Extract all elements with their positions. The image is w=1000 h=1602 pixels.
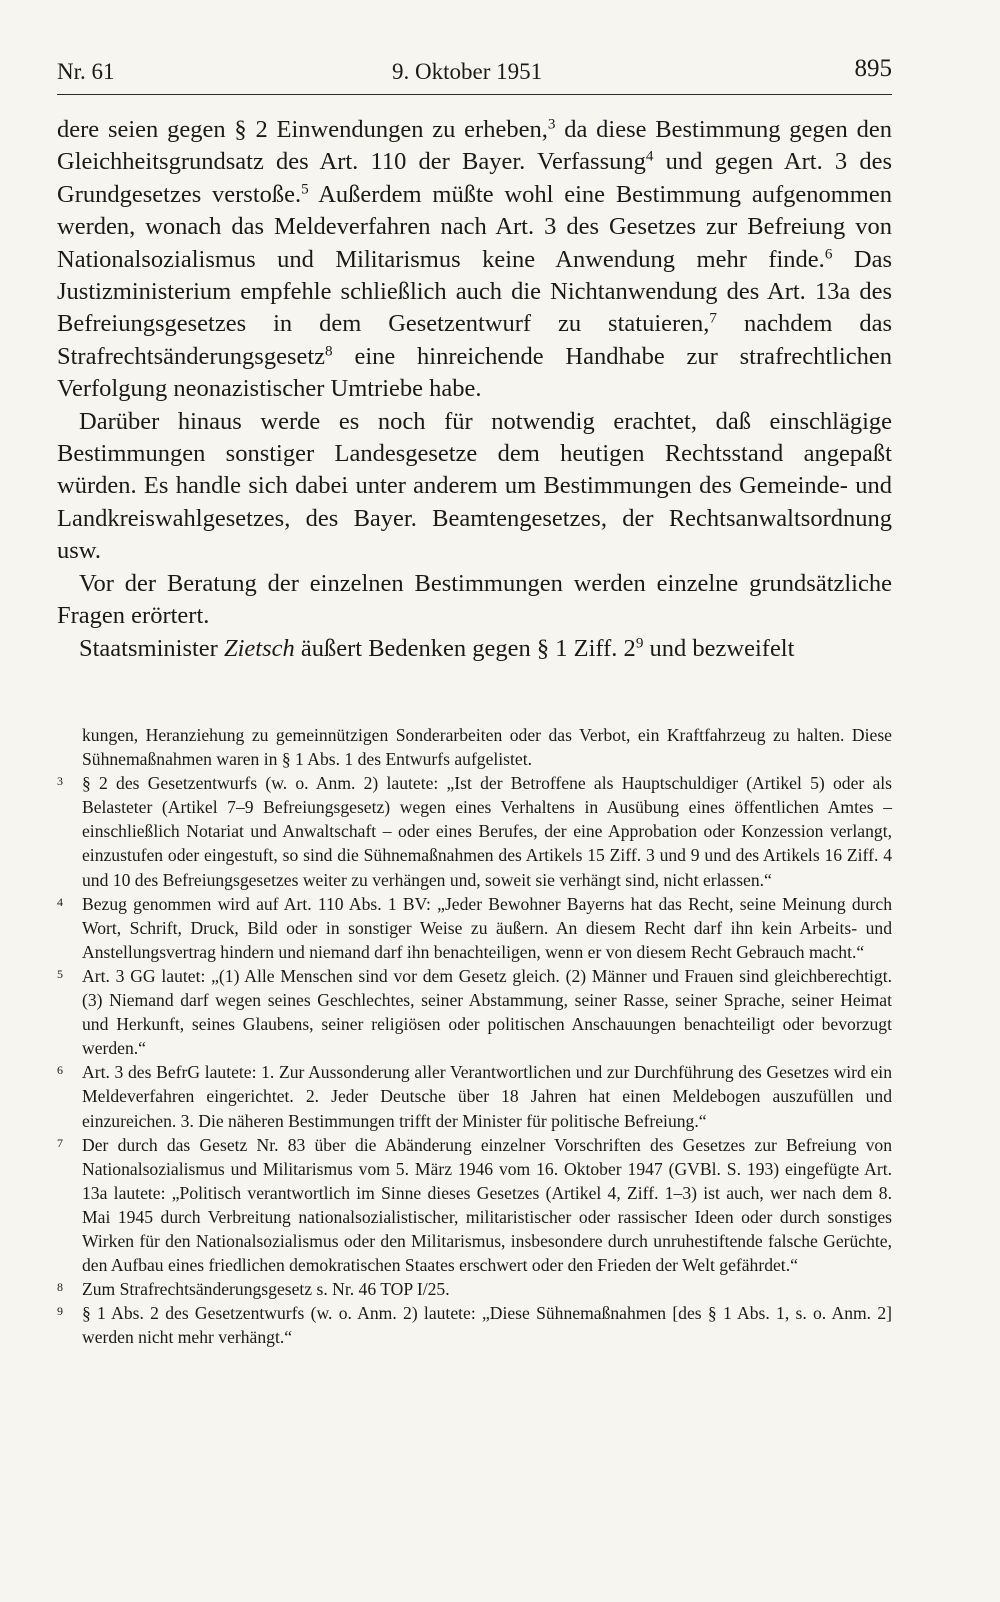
paragraph-3: Vor der Beratung der einzelnen Bestimmungen werden einzelne grundsätzliche Fragen erörtert. [57,569,892,630]
footnote [57,1133,892,1278]
footnote-text: Zum Strafrechtsänderungsgesetz s. Nr. 46 TOP I/25. [82,1279,450,1300]
footnote-continuation: kungen, Heranziehung zu gemeinnützigen Sonderarbeiten oder das Verbot, ein Kraftfahrzeug zu halten. Diese Sühnemaßnahmen waren in § 1 Abs. 1 des Entwurfs aufgelistet. [82,725,892,770]
footnote [57,771,892,891]
running-header [57,55,892,91]
footnote-number: 6 [57,1063,63,1078]
text-run: Außerdem müßte wohl eine Bestimmung aufgenommen werden, wonach das Meldeverfahren nach Art. 3 des Gesetzes zur Befreiung von Nationalsozialismus und Militarismus keine Anwendung mehr finde. [57,180,892,273]
paragraph-2: Darüber hinaus werde es noch für notwendig erachtet, daß einschlägige Bestimmungen sonstiger Landesgesetze dem heutigen Rechtsstand angepaßt würden. Es handle sich dabei unter anderem um Bestimmungen des Gemeinde- und Landkreiswahlgesetzes, des Bayer. Beamtengesetzes, der Rechtsanwaltsordnung usw. [57,407,892,565]
issue-number: Nr. 61 [57,59,115,84]
footnote-number: 7 [57,1135,63,1150]
footnote-number: 5 [57,966,63,981]
text-run: da diese Bestimmung gegen den Gleichheitsgrundsatz des Art. 110 der Bayer. Verfassung [57,116,892,176]
footnote-text: § 1 Abs. 2 des Gesetzentwurfs (w. o. Anm. 2) lautete: „Diese Sühnemaßnahmen [des § 1 Abs. 1, s. o. Anm. 2] werden nicht mehr verhängt.“ [82,1303,892,1348]
footnote-ref-4: 4 [645,148,654,166]
text-run: eine hinreichende Handhabe zur strafrechtlichen Verfolgung neonazistischer Umtriebe habe. [57,342,892,403]
footnote-ref-7: 7 [709,310,718,328]
footnote-text: Art. 3 GG lautet: „(1) Alle Menschen sind vor dem Gesetz gleich. (2) Männer und Frauen sind gleichberechtigt. (3) Niemand darf wegen seines Geschlechtes, seiner Abstammung, seiner Rasse, seiner Sprache, seiner Heimat und Herkunft, seines Glaubens, seiner religiösen oder politischen Anschauungen benachteiligt oder bevorzugt werden.“ [82,965,892,1059]
footnote-number: 4 [57,894,63,909]
footnote-text: Bezug genommen wird auf Art. 110 Abs. 1 BV: „Jeder Bewohner Bayerns hat das Recht, seine Meinung durch Wort, Schrift, Druck, Bild oder in sonstiger Weise zu äußern. An diesem Recht darf ihn kein Arbeits- und Anstellungsvertrag hindern und niemand darf ihn benachteiligen, wenn er von diesem Recht Gebrauch macht.“ [82,893,892,962]
paragraph-1 [57,114,892,406]
footnote-number: 9 [57,1304,63,1319]
footnote-ref-8: 8 [325,342,333,360]
text-run: äußert Bedenken gegen § 1 Ziff. 2 [294,634,636,662]
footnote-text: Der durch das Gesetz Nr. 83 über die Abänderung einzelner Vorschriften des Gesetzes zur Befreiung von Nationalsozialismus und Militarismus vom 5. März 1946 vom 16. Oktober 1947 (GVBl. S. 193) eingefügte Art. 13a lautete: „Politisch verantwortlich im Sinne dieses Gesetzes (Artikel 4, Ziff. 1–3) ist auch, wer nach dem 8. Mai 1945 durch Verbreitung nationalsozialistischer, militaristischer oder rassischer Ideen oder durch sonstiges Wirken für den Nationalsozialismus oder den Militarismus, insbesondere durch unruhestiftende falsche Gerüchte, den Aufbau eines friedlichen demokratischen Staates erschwert oder den Frieden der Welt gefährdet.“ [82,1134,892,1276]
footnote-ref-5: 5 [301,180,309,198]
footnote-number: 8 [57,1280,63,1295]
footnote-ref-3: 3 [547,115,556,133]
footnote-text: § 2 des Gesetzentwurfs (w. o. Anm. 2) lautete: „Ist der Betroffene als Hauptschuldiger (Artikel 5) oder als Belasteter (Artikel 7–9 Befreiungsgesetz) wegen eines Verhaltens in Ausübung eines öffentlichen Amtes – einschließlich Notariat und Anwaltschaft – oder eines Berufes, der eine Approbation oder Konzession verlangt, einzustufen oder eingestuft, so sind die Sühnemaßnahmen des Artikels 15 Ziff. 3 und 9 und des Artikels 16 Ziff. 4 und 10 des Befreiungsgesetzes weiter zu verhängen und, soweit sie verhängt sind, nicht erlassen.“ [82,773,892,890]
page-number: 895 [854,55,892,82]
text-run: Das Justizministerium empfehle schließlich auch die Nichtanwendung des Art. 13a des Befreiungsgesetzes in dem Gesetzentwurf zu statuieren, [57,245,892,338]
footnote-text: Art. 3 des BefrG lautete: 1. Zur Aussonderung aller Verantwortlichen und zur Durchführung des Gesetzes wird ein Meldeverfahren eingerichtet. 2. Jeder Deutsche über 18 Jahren hat einen Meldebogen auszufüllen und einzureichen. 3. Die näheren Bestimmungen trifft der Minister für politische Befreiung.“ [82,1062,892,1131]
footnotes [57,723,892,1349]
text-run: dere seien gegen § 2 Einwendungen zu erheben, [57,116,548,143]
footnote [57,1060,892,1132]
header-rule [57,94,892,95]
footnote-ref-6: 6 [824,245,833,263]
paragraph-4 [57,633,892,665]
header-date: 9. Oktober 1951 [392,59,543,84]
person-name: Zietsch [223,634,295,662]
footnote [57,892,892,964]
footnote [57,1301,892,1349]
footnote-number: 3 [57,774,63,789]
text-run: Staatsminister [79,634,224,662]
footnote-ref-9: 9 [635,634,644,652]
main-text [57,114,892,665]
text-run: nachdem das Strafrechtsänderungsgesetz [57,310,892,370]
text-run: und gegen Art. 3 des Grundgesetzes verstoße. [57,148,893,208]
footnote [57,964,892,1060]
footnote [57,1277,892,1301]
text-run: und bezweifelt [643,634,795,662]
